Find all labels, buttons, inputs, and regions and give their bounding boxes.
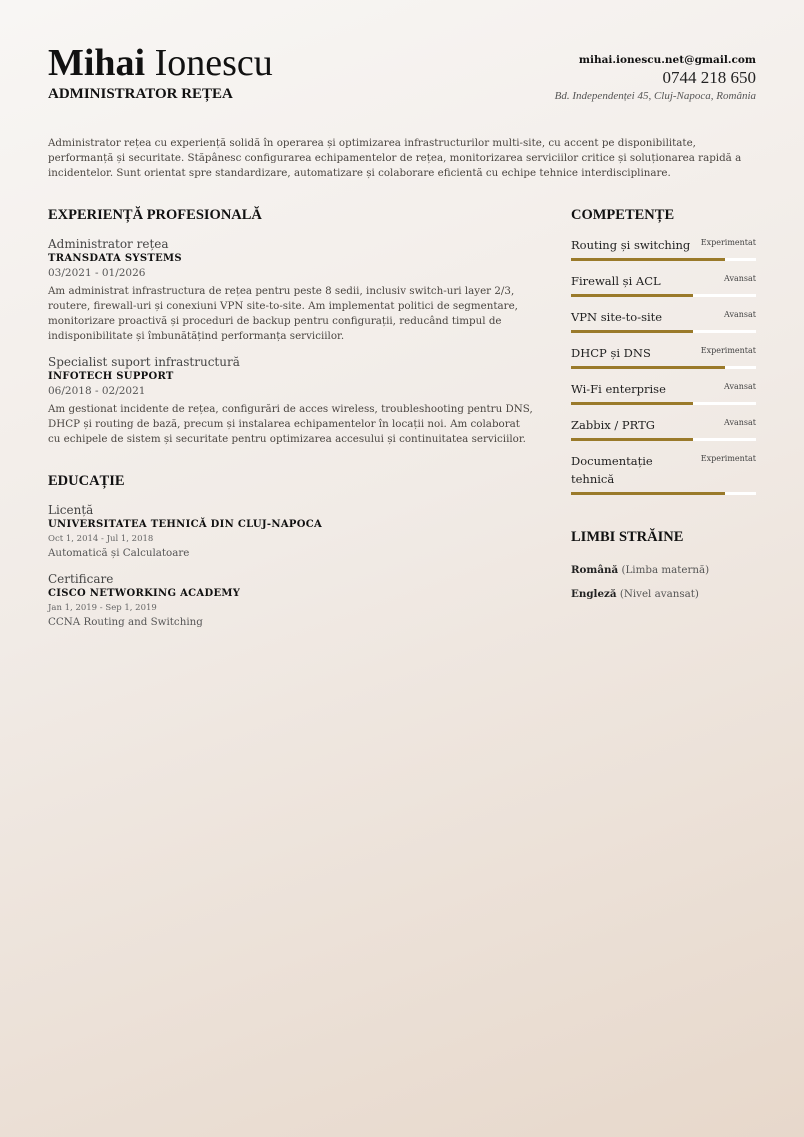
experience-heading: EXPERIENȚĂ PROFESIONALĂ	[48, 207, 262, 223]
skill-item	[571, 236, 756, 261]
job-description: Am gestionat incidente de rețea, configurări de acces wireless, troubleshooting pentru DNS, DHCP și routing de bază, precum și instalarea echipamentelor în locații noi. Am colaborat cu echipele de sistem și securitate pentru optimizarea accesului și continuitatea serviciilor.	[48, 403, 533, 445]
skill-name: Wi-Fi enterprise	[571, 382, 666, 396]
language-level: (Nivel avansat)	[619, 588, 699, 600]
skill-level: Avansat	[724, 274, 756, 283]
field-of-study: Automatică și Calculatoare	[48, 547, 190, 559]
skill-item	[571, 452, 756, 495]
degree: Certificare	[48, 572, 114, 586]
languages-heading: LIMBI STRĂINE	[571, 529, 684, 545]
skill-item	[571, 272, 756, 297]
skill-bar	[571, 294, 756, 297]
job-role: Administrator rețea	[48, 237, 169, 251]
language-name: Engleză	[571, 588, 617, 600]
education-dates: Jan 1, 2019 - Sep 1, 2019	[48, 603, 157, 613]
skill-row	[571, 236, 756, 254]
education-section	[48, 473, 533, 630]
skill-bar-fill	[571, 366, 725, 369]
school-name: CISCO NETWORKING ACADEMY	[48, 588, 241, 599]
company-name: TRANSDATA SYSTEMS	[48, 253, 182, 264]
job-title: ADMINISTRATOR REȚEA	[48, 86, 233, 102]
contact-info	[555, 44, 756, 103]
skill-row	[571, 272, 756, 290]
language-item	[571, 558, 756, 582]
last-name: Ionescu	[154, 42, 273, 84]
job-dates: 06/2018 - 02/2021	[48, 385, 146, 397]
language-level: (Limba maternă)	[621, 564, 710, 576]
school-name: UNIVERSITATEA TEHNICĂ DIN CLUJ-NAPOCA	[48, 519, 323, 530]
skill-bar-fill	[571, 438, 693, 441]
skill-row	[571, 452, 756, 488]
address: Bd. Independenței 45, Cluj-Napoca, România	[554, 90, 756, 102]
experience-item	[48, 354, 533, 447]
job-dates: 03/2021 - 01/2026	[48, 267, 146, 279]
skill-bar-fill	[571, 402, 693, 405]
skill-row	[571, 416, 756, 434]
first-name: Mihai	[48, 42, 146, 84]
header	[48, 44, 756, 103]
email[interactable]: mihai.ionescu.net@gmail.com	[578, 54, 756, 66]
skill-bar	[571, 438, 756, 441]
skill-name: Firewall și ACL	[571, 274, 661, 288]
skill-row	[571, 344, 756, 362]
skill-name: Documentație tehnică	[571, 454, 653, 486]
phone[interactable]: 0744 218 650	[662, 68, 756, 87]
skill-level: Experimentat	[700, 238, 756, 247]
skill-level: Experimentat	[700, 346, 756, 355]
degree: Licență	[48, 503, 94, 517]
skill-bar	[571, 492, 756, 495]
experience-section	[48, 207, 533, 447]
skills-heading: COMPETENȚE	[571, 207, 675, 223]
summary: Administrator rețea cu experiență solidă în operarea și optimizarea infrastructurilor multi-site, cu accent pe disponibilitate, performanță și securitate. Stăpânesc configurarea echipamentelor de rețea, monitorizarea serviciilor critice și soluționarea rapidă a incidentelor. Sunt orientat spre standardizare, automatizare și colaborare eficientă cu echipe tehnice interdisciplinare.	[48, 137, 742, 179]
skill-bar	[571, 402, 756, 405]
full-name	[48, 44, 273, 82]
skill-item	[571, 416, 756, 441]
company-name: INFOTECH SUPPORT	[48, 371, 174, 382]
skill-name: DHCP și DNS	[571, 346, 651, 360]
skill-row	[571, 380, 756, 398]
skill-item	[571, 380, 756, 405]
experience-item	[48, 236, 533, 344]
education-dates: Oct 1, 2014 - Jul 1, 2018	[48, 534, 154, 544]
language-item	[571, 582, 756, 606]
job-role: Specialist suport infrastructură	[48, 355, 240, 369]
skill-bar-fill	[571, 294, 693, 297]
skill-bar	[571, 366, 756, 369]
skills-section	[571, 207, 756, 495]
skill-bar	[571, 258, 756, 261]
resume	[48, 44, 756, 656]
skill-name: Zabbix / PRTG	[571, 418, 655, 432]
skill-bar-fill	[571, 330, 693, 333]
skill-bar	[571, 330, 756, 333]
language-name: Română	[571, 564, 619, 576]
skill-level: Experimentat	[700, 454, 756, 463]
skill-level: Avansat	[724, 418, 756, 427]
field-of-study: CCNA Routing and Switching	[48, 616, 203, 628]
education-item	[48, 502, 533, 561]
skill-name: VPN site-to-site	[571, 310, 663, 324]
skill-item	[571, 308, 756, 333]
skill-level: Avansat	[724, 382, 756, 391]
skill-bar-fill	[571, 492, 725, 495]
skill-level: Avansat	[724, 310, 756, 319]
job-description: Am administrat infrastructura de rețea pentru peste 8 sedii, inclusiv switch-uri layer 2/3, routere, firewall-uri și conexiuni VPN site-to-site. Am implementat politici de segmentare, monitorizare proactivă și proceduri de backup pentru configurații, reducând timpul de indisponibilitate și îmbunătățind performanța serviciilor.	[48, 285, 518, 342]
skill-row	[571, 308, 756, 326]
skill-bar-fill	[571, 258, 725, 261]
education-item	[48, 571, 533, 630]
languages-section	[571, 529, 756, 606]
skill-name: Routing și switching	[571, 238, 691, 252]
skill-item	[571, 344, 756, 369]
education-heading: EDUCAȚIE	[48, 473, 125, 489]
